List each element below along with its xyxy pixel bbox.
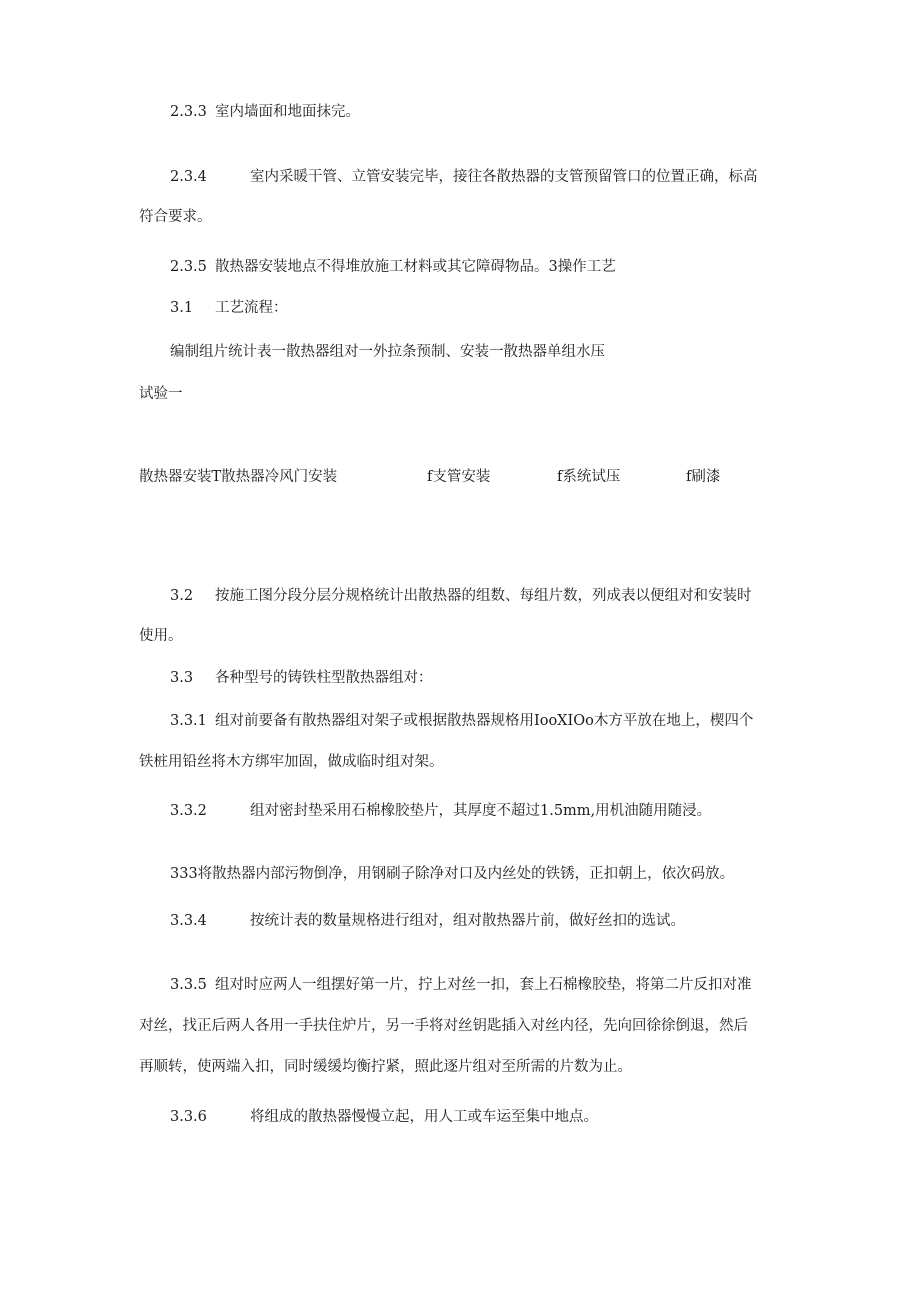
process-flow-step-1: 散热器安装T散热器冷风门安装 [139,469,338,485]
process-flow-line-2: 试验一 [139,386,183,402]
section-number-3-3-1: 3.3.1 [170,713,207,729]
section-number-2-3-4: 2.3.4 [170,169,207,185]
section-text-2-3-5: 散热器安装地点不得堆放施工材料或其它障碍物品。3操作工艺 [215,259,616,275]
section-number-2-3-3: 2.3.3 [170,104,207,120]
process-flow-step-2: f支管安装 [427,469,491,485]
process-flow-step-3: f系统试压 [557,469,621,485]
section-text-3-3: 各种型号的铸铁柱型散热器组对： [215,670,433,686]
section-text-2-3-4: 室内采暖干管、立管安装完毕，接往各散热器的支管预留管口的位置正确，标高 [250,169,758,185]
section-number-3-3-6: 3.3.6 [170,1109,207,1125]
section-number-3-2: 3.2 [170,588,194,604]
section-text-3-3-5-continued-1: 对丝，找正后两人各用一手扶住炉片，另一手将对丝钥匙插入对丝内径，先向回徐徐倒退，然后 [139,1018,748,1034]
section-text-3-2-continued: 使用。 [139,628,183,644]
section-text-3-3-4: 按统计表的数量规格进行组对，组对散热器片前，做好丝扣的选试。 [250,913,685,929]
section-text-3-3-6: 将组成的散热器慢慢立起，用人工或车运至集中地点。 [250,1109,598,1125]
process-flow-line-1: 编制组片统计表一散热器组对一外拉条预制、安装一散热器单组水压 [170,344,605,360]
section-number-3-3: 3.3 [170,670,194,686]
section-text-3-1: 工艺流程： [215,300,288,316]
section-number-3-1: 3.1 [170,300,194,316]
section-text-3-3-5: 组对时应两人一组摆好第一片，拧上对丝一扣，套上石棉橡胶垫，将第二片反扣对准 [215,977,752,993]
section-number-3-3-2: 3.3.2 [170,803,207,819]
section-text-3-3-2: 组对密封垫采用石棉橡胶垫片，其厚度不超过1.5mm,用机油随用随浸。 [250,803,712,819]
process-flow-step-4: f刷漆 [686,469,721,485]
section-number-2-3-5: 2.3.5 [170,259,207,275]
section-text-3-3-1: 组对前要备有散热器组对架子或根据散热器规格用IooXIOo木方平放在地上，楔四个 [215,713,754,729]
section-text-3-3-3: 333将散热器内部污物倒净，用钢刷子除净对口及内丝处的铁锈，正扣朝上，依次码放。 [170,866,735,882]
section-number-3-3-4: 3.3.4 [170,913,207,929]
section-text-2-3-3: 室内墙面和地面抹完。 [215,104,360,120]
section-text-3-2: 按施工图分段分层分规格统计出散热器的组数、每组片数，列成表以便组对和安装时 [215,588,752,604]
section-text-3-3-5-continued-2: 再顺转，使两端入扣，同时缓缓均衡拧紧，照此逐片组对至所需的片数为止。 [139,1059,632,1075]
section-number-3-3-5: 3.3.5 [170,977,207,993]
section-text-2-3-4-continued: 符合要求。 [139,209,212,225]
section-text-3-3-1-continued: 铁桩用铅丝将木方绑牢加固，做成临时组对架。 [139,754,444,770]
